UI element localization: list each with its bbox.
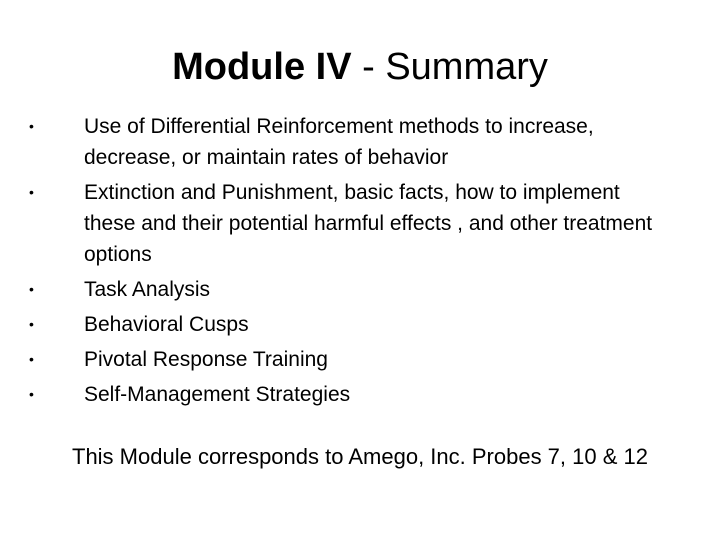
bullet-icon: • [29,316,34,332]
slide-title-rest: - Summary [351,46,548,88]
bullet-item [0,274,720,305]
bullet-icon: • [29,118,34,134]
bullet-item [0,379,720,410]
bullet-icon: • [29,281,34,297]
bullet-text: Pivotal Response Training [84,348,328,371]
bullet-text: Extinction and Punishment, basic facts, how to implement these and their potential harmful effects , and other treatment options [84,181,653,266]
bullet-text: Behavioral Cusps [84,313,249,336]
bullet-item [0,309,720,340]
slide-title-bold: Module IV [172,46,352,88]
bullet-text: Use of Differential Reinforcement methods to increase, decrease, or maintain rates of behavior [84,115,594,169]
bullet-item [0,177,720,270]
bullet-icon: • [29,184,34,200]
bullet-item [0,344,720,375]
bullet-text: Self-Management Strategies [84,383,351,406]
module-probes-note: This Module corresponds to Amego, Inc. Probes 7, 10 & 12 [72,444,648,469]
bullet-icon: • [29,386,34,402]
bullet-list [0,111,720,414]
slide-title [0,42,720,92]
bullet-icon: • [29,351,34,367]
bullet-item [0,111,720,173]
bullet-text: Task Analysis [84,278,211,301]
